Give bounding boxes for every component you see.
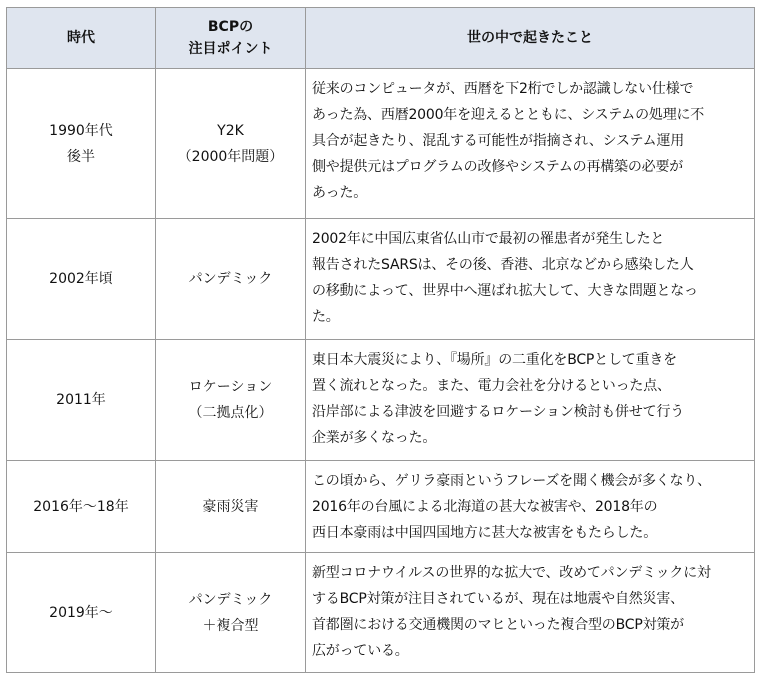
era-text: 2002年頃 bbox=[49, 271, 113, 287]
era-text: 1990年代 bbox=[49, 122, 113, 139]
era-text: 2016年～18年 bbox=[33, 498, 129, 515]
table-row bbox=[7, 553, 755, 673]
era-text: 2011年 bbox=[56, 392, 106, 408]
event-text: 置く流れとなった。また、電力会社を分けるといった点、 bbox=[312, 378, 671, 394]
header-event-label: 世の中で起きたこと bbox=[467, 30, 593, 46]
point-cell bbox=[156, 219, 306, 340]
header-event bbox=[306, 8, 755, 69]
event-text: た。 bbox=[312, 309, 340, 325]
era-text: 2019年～ bbox=[49, 604, 113, 621]
event-text: の移動によって、世界中へ運ばれ拡大して、大きな問題となっ bbox=[312, 283, 698, 299]
event-text: 報告されたSARSは、その後、香港、北京などから感染した人 bbox=[312, 257, 694, 273]
event-text: 首都圏における交通機関のマヒといった複合型のBCP対策が bbox=[312, 617, 684, 633]
event-text: あった為、西暦2000年を迎えるとともに、システムの処理に不 bbox=[312, 107, 705, 123]
event-text: この頃から、ゲリラ豪雨というフレーズを聞く機会が多くなり、 bbox=[312, 473, 711, 489]
event-text: 新型コロナウイルスの世界的な拡大で、改めてパンデミックに対 bbox=[312, 565, 711, 581]
event-text: 2016年の台風による北海道の甚大な被害や、2018年の bbox=[312, 499, 658, 515]
header-point-label-line1: BCPの bbox=[207, 19, 254, 35]
point-cell bbox=[156, 340, 306, 461]
era-cell bbox=[7, 340, 156, 461]
event-text: あった。 bbox=[312, 185, 368, 201]
event-cell bbox=[306, 69, 755, 219]
table-row bbox=[7, 219, 755, 340]
table-row bbox=[7, 461, 755, 553]
event-text: 西日本豪雨は中国四国地方に甚大な被害をもたらした。 bbox=[312, 525, 657, 541]
point-text: （2000年問題） bbox=[177, 148, 284, 165]
event-cell bbox=[306, 553, 755, 673]
event-text: 企業が多くなった。 bbox=[312, 430, 437, 446]
bcp-history-table bbox=[6, 7, 755, 673]
point-text: パンデミック bbox=[188, 271, 273, 287]
event-text: するBCP対策が注目されているが、現在は地震や自然災害、 bbox=[312, 591, 684, 607]
point-cell bbox=[156, 461, 306, 553]
event-text: 東日本大震災により、『場所』の二重化をBCPとして重きを bbox=[312, 352, 677, 368]
table-header-row bbox=[7, 8, 755, 69]
event-text: 側や提供元はプログラムの改修やシステムの再構築の必要が bbox=[312, 159, 684, 175]
event-text: 2002年に中国広東省仏山市で最初の罹患者が発生したと bbox=[312, 231, 665, 247]
point-text: Y2K bbox=[217, 122, 244, 139]
event-text: 沿岸部による津波を回避するロケーション検討も併せて行う bbox=[312, 404, 685, 420]
event-text: 具合が起きたり、混乱する可能性が指摘され、システム運用 bbox=[312, 133, 685, 149]
header-era bbox=[7, 8, 156, 69]
point-text: パンデミック bbox=[188, 591, 273, 608]
event-text: 従来のコンピュータが、西暦を下2桁でしか認識しない仕様で bbox=[312, 81, 694, 97]
era-cell bbox=[7, 461, 156, 553]
point-cell bbox=[156, 69, 306, 219]
header-era-label: 時代 bbox=[67, 30, 95, 46]
point-text: ＋複合型 bbox=[202, 617, 259, 634]
era-cell bbox=[7, 219, 156, 340]
point-text: 豪雨災害 bbox=[202, 498, 259, 515]
event-text: 広がっている。 bbox=[312, 643, 409, 659]
era-cell bbox=[7, 69, 156, 219]
point-cell bbox=[156, 553, 306, 673]
event-cell bbox=[306, 461, 755, 553]
table-row bbox=[7, 69, 755, 219]
era-text: 後半 bbox=[67, 148, 95, 165]
event-cell bbox=[306, 219, 755, 340]
header-point-label-line2: 注目ポイント bbox=[188, 41, 273, 57]
header-point bbox=[156, 8, 306, 69]
point-text: （二拠点化） bbox=[188, 405, 273, 421]
era-cell bbox=[7, 553, 156, 673]
table-row bbox=[7, 340, 755, 461]
event-cell bbox=[306, 340, 755, 461]
point-text: ロケーション bbox=[188, 379, 273, 395]
